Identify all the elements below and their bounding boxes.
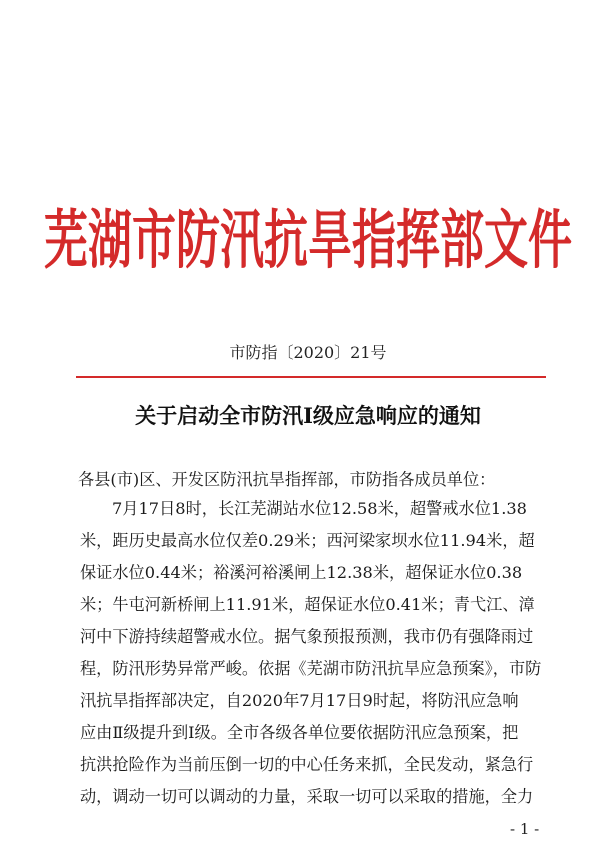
body-line: 程，防汛形势异常严峻。依据《芜湖市防汛抗旱应急预案》，市防 — [80, 659, 542, 678]
notice-title: 关于启动全市防汛Ⅰ级应急响应的通知 — [135, 403, 481, 428]
body-line: 米，距历史最高水位仅差0.29米；西河梁家坝水位11.94米，超 — [80, 531, 535, 550]
body-line: 7月17日8时，长江芜湖站水位12.58米，超警戒水位1.38 — [112, 499, 527, 518]
document-header-title: 芜湖市防汛抗旱指挥部文件 — [44, 203, 572, 278]
body-line: 汛抗旱指挥部决定，自2020年7月17日9时起，将防汛应急响 — [80, 691, 519, 710]
addressee-line: 各县(市)区、开发区防汛抗旱指挥部，市防指各成员单位： — [78, 470, 496, 489]
document-number: 市防指〔2020〕21号 — [229, 343, 387, 362]
body-line: 应由Ⅱ级提升到Ⅰ级。全市各级各单位要依据防汛应急预案，把 — [80, 723, 519, 742]
body-line: 河中下游持续超警戒水位。据气象预报预测，我市仍有强降雨过 — [80, 627, 534, 646]
body-line: 保证水位0.44米；裕溪河裕溪闸上12.38米，超保证水位0.38 — [80, 563, 523, 582]
body-text — [80, 498, 560, 818]
red-divider-line — [76, 376, 546, 378]
body-line: 动，调动一切可以调动的力量，采取一切可以采取的措施，全力 — [80, 787, 534, 806]
body-line: 米；牛屯河新桥闸上11.91米，超保证水位0.41米；青弋江、漳 — [80, 595, 535, 614]
page-number: - 1 - — [510, 820, 540, 838]
body-line: 抗洪抢险作为当前压倒一切的中心任务来抓，全民发动，紧急行 — [80, 755, 534, 774]
